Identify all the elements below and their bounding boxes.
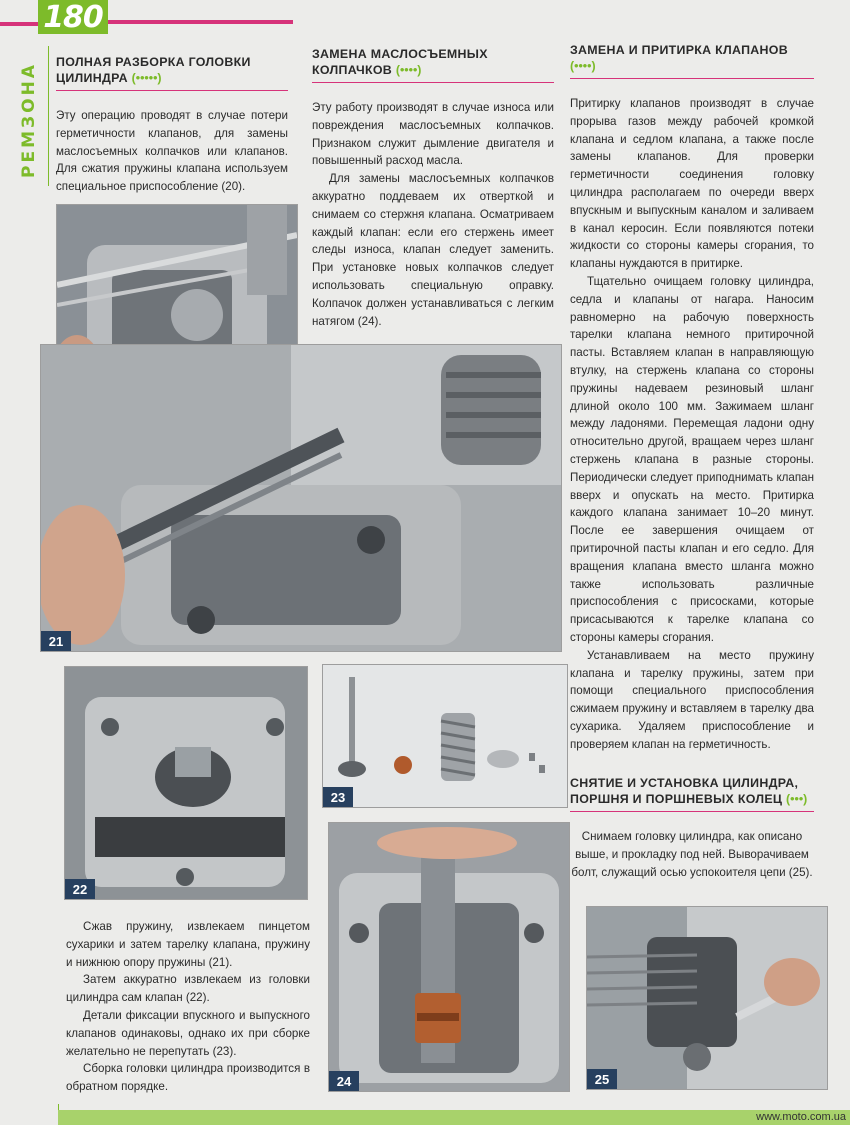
- paragraph: Тщательно очищаем головку цилиндра, седла и клапаны от нагара. Наносим равномерно на рабочую поверхность тарелки клапана немного притирочной пасты. Вставляем клапан в направляющую втулку, на стержень клапана со стороны пружины надеваем резиновый шланг длиной около 100 мм. Зажимаем шланг между ладонями. Перемещая ладони одну относительно другой, вращаем через шланг стержень клапана в разные стороны. Периодически следует приподнимать клапан вверх и опускать на место. Притирка каждого клапана занимает 10–20 минут. После ее завершения очищаем от притирочной пасты клапан и его седло. Для вращения клапана вместо шланга можно также использовать различные приспособления с присосками, которые присасываются к тарелке клапана со стороны камеры сгорания.: [570, 274, 814, 644]
- photo-number: 25: [587, 1069, 617, 1089]
- photo-number: 24: [329, 1071, 359, 1091]
- paragraph: Сжав пружину, извлекаем пинцетом сухарики и затем тарелку клапана, пружину и нижнюю опору пружины (21).: [66, 920, 310, 969]
- column-1-bottom: [66, 918, 310, 1096]
- valve-seal-installation-image: [329, 823, 569, 1091]
- heading-oil-seals: ЗАМЕНА МАСЛОСЪЕМНЫХ КОЛПАЧКОВ (••••): [312, 46, 554, 83]
- paragraph: Для замены маслосъемных колпачков аккуратно поддеваем их отверткой и снимаем со стержня клапана. Осматриваем каждый клапан: если его стержень имеет следы износа, клапан следует заменить. При установке новых колпачков следует использовать специальную оправку. Колпачок должен устанавливаться с легким натягом (24).: [312, 172, 554, 328]
- page-number: 180: [38, 0, 108, 34]
- heading-full-disassembly: ПОЛНАЯ РАЗБОРКА ГОЛОВКИ ЦИЛИНДРА (•••••): [56, 54, 288, 91]
- photo-23: [322, 664, 568, 808]
- photo-25: [586, 906, 828, 1090]
- photo-number: 23: [323, 787, 353, 807]
- difficulty-rating: (•••••): [131, 71, 162, 85]
- header-rule-left: [0, 22, 38, 26]
- paragraph: Притирку клапанов производят в случае прорыва газов между рабочей кромкой клапана и седлом клапана, а также после замены клапанов. Для проверки герметичности соединения головку цилиндра располагаем по очереди вверх впускным и выпускным каналом и заливаем в канал керосин. Если появляются потеки жидкости со стороны камеры сгорания, то клапаны нуждаются в притирке.: [570, 97, 814, 271]
- cylinder-removal-wrench-image: [587, 907, 827, 1089]
- section-tab: [14, 60, 44, 180]
- footer-bar: [58, 1110, 850, 1125]
- valve-parts-layout-image: [323, 665, 567, 807]
- footer-site[interactable]: www.moto.com.ua: [756, 1111, 846, 1123]
- difficulty-rating: (•••): [786, 792, 808, 807]
- heading-cylinder-removal: СНЯТИЕ И УСТАНОВКА ЦИЛИНДРА, ПОРШНЯ И ПОРШНЕВЫХ КОЛЕЦ (•••): [570, 775, 814, 812]
- photo-number: 22: [65, 879, 95, 899]
- paragraph: Сборка головки цилиндра производится в обратном порядке.: [66, 1062, 310, 1094]
- tweezers-valve-keeper-image: [41, 345, 561, 651]
- column-2-top: [312, 46, 554, 330]
- cylinder-head-valve-image: [65, 667, 307, 899]
- paragraph: Эту работу производят в случае износа или повреждения маслосъемных колпачков. Признаком служит дымление двигателя и повышенный расход масла.: [312, 101, 554, 168]
- paragraph: Снимаем головку цилиндра, как описано выше, и прокладку под ней. Выворачиваем болт, служащий осью успокоителя цепи (25).: [571, 830, 813, 880]
- photo-number: 21: [41, 631, 71, 651]
- photo-21: [40, 344, 562, 652]
- paragraph: Устанавливаем на место пружину клапана и тарелку пружины, затем при помощи специального приспособления сжимаем пружину и вставляем в тарелку два сухарика. Удаляем приспособление и проверяем клапан на герметичность.: [570, 648, 814, 751]
- difficulty-rating: (••••): [570, 59, 596, 73]
- header-rule: [108, 20, 293, 24]
- section-tab-label: РЕМЗОНА: [19, 62, 39, 178]
- column-3: [570, 42, 814, 882]
- paragraph: Эту операцию проводят в случае потери герметичности клапанов, для замены маслосъемных колпачков или клапанов. Для сжатия пружины клапана используем специальное приспособление (20).: [56, 109, 288, 194]
- photo-22: [64, 666, 308, 900]
- photo-24: [328, 822, 570, 1092]
- side-rule: [48, 46, 49, 186]
- paragraph: Затем аккуратно извлекаем из головки цилиндра сам клапан (22).: [66, 973, 310, 1005]
- difficulty-rating: (••••): [395, 63, 422, 77]
- column-1-top: [56, 54, 288, 196]
- paragraph: Детали фиксации впускного и выпускного клапанов одинаковы, однако их при сборке желательно не перепутать (23).: [66, 1008, 310, 1058]
- heading-valve-lapping: ЗАМЕНА И ПРИТИРКА КЛАПАНОВ (••••): [570, 42, 814, 79]
